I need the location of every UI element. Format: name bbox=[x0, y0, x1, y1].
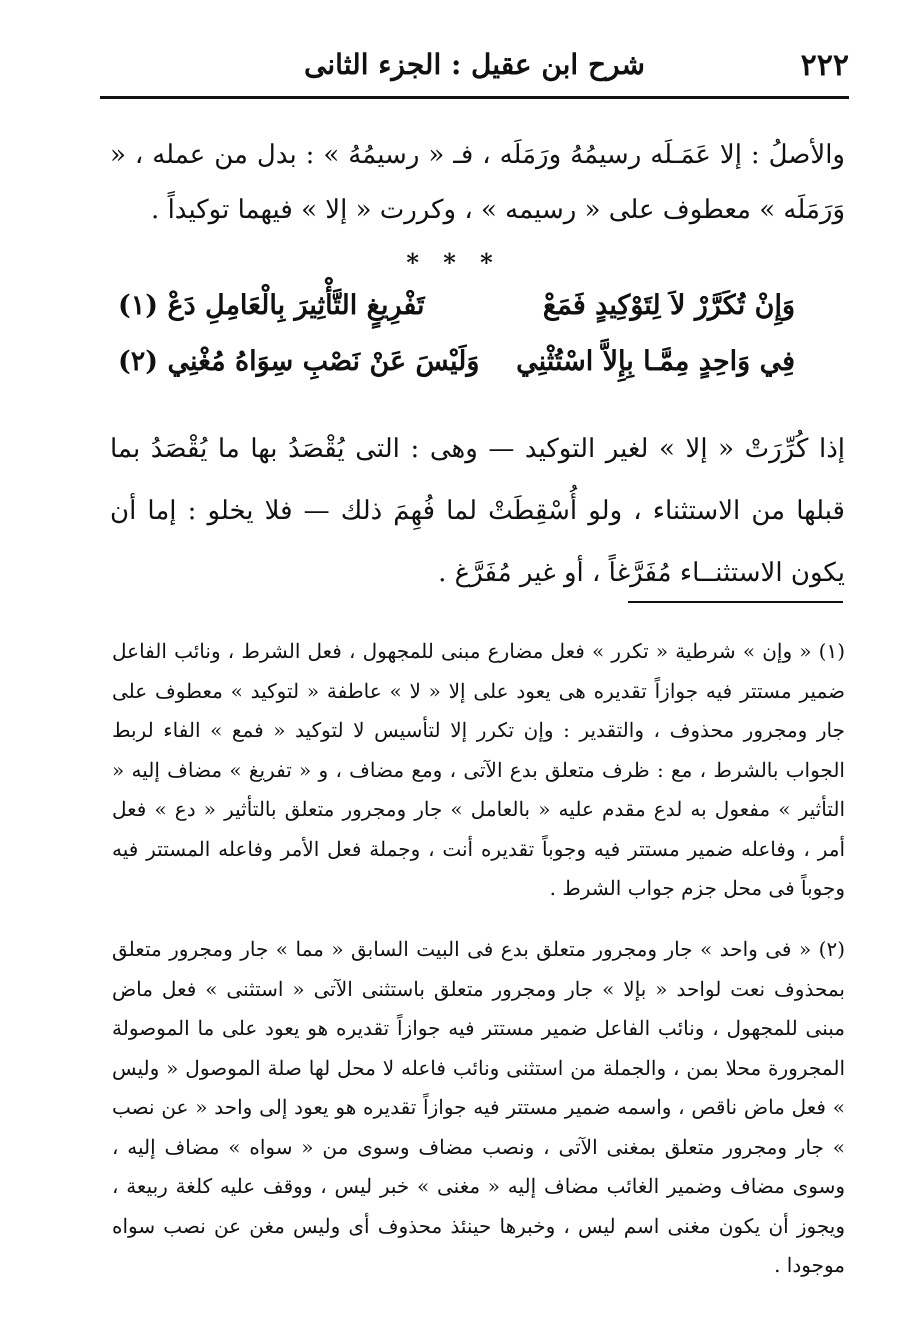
running-title: شرح ابن عقيل : الجزء الثانى bbox=[304, 48, 645, 81]
verse-line bbox=[118, 346, 795, 396]
verse-second-hemistich: تَفْرِيغٍ التَّأْثِيرَ بِالْعَامِلِ دَعْ (١) bbox=[118, 290, 425, 321]
page-number: ٢٢٢ bbox=[800, 48, 849, 83]
footnote-2: (٢) « فى واحد » جار ومجرور متعلق بدع فى البيت السابق « مما » جار ومجرور متعلق بمحذوف نعت لواحد « بإلا » جار ومجرور متعلق باستثنى الآتى « استثنى » فعل ماض مبنى للمجهول ، ونائب الفاعل ضمير مستتر فيه جوازاً تقديره هو يعود على ما الموصولة المجرورة محلا بمن ، والجملة من استثنى ونائب فاعله لا محل لها صلة الموصول « وليس » فعل ماض ناقص ، واسمه ضمير مستتر فيه جوازاً تقديره هو يعود إلى واحد « عن نصب » جار ومجرور متعلق بمغنى الآتى ، ونصب مضاف وسوى من « سواه » مضاف إليه ، وسوى مضاف وضمير الغائب مضاف إليه « مغنى » خبر ليس ، ووقف عليه كلغة ربيعة ، ويجوز أن يكون مغنى اسم ليس ، وخبرها حينئذ محذوف أى وليس مغن عن نصب سواه موجودا . bbox=[112, 937, 845, 1277]
verse-first-hemistich: فِي وَاحِدٍ مِمَّـا بِإِلاَّ اسْتُثْنِي bbox=[516, 346, 795, 377]
footnote-1: (١) « وإن » شرطية « تكرر » فعل مضارع مبنى للمجهول ، فعل الشرط ، ونائب الفاعل ضمير مستتر فيه جوازاً تقديره هى يعود على إلا « لا » عاطفة « لتوكيد » معطوف على جار ومجرور محذوف ، والتقدير : وإن تكرر إلا لتأسيس لا لتوكيد « فمع » الفاء لربط الجواب بالشرط ، مع : ظرف متعلق بدع الآتى ، ومع مضاف ، و « تفريغ » مضاف إليه « التأثير » مفعول به لدع مقدم عليه « بالعامل » جار ومجرور متعلق بالتأثير « دع » فعل أمر ، وفاعله ضمير مستتر فيه وجوباً تقديره أنت ، وجملة فعل الأمر وفاعله المستتر فيه وجوباً فى محل جزم جواب الشرط . bbox=[112, 639, 845, 900]
page-header bbox=[100, 42, 849, 92]
explanation-paragraph: إذا كُرِّرَتْ « إلا » لغير التوكيد — وهى : التى يُقْصَدُ بها ما يُقْصَدُ بما قبلها من الاستثناء ، ولو أُسْقِطَتْ لما فُهِمَ ذلك — فلا يخلو : إما أن يكون الاستثنــاء مُفَرَّغاً ، أو غير مُفَرَّغ . bbox=[110, 434, 845, 588]
section-separator: * * * bbox=[406, 248, 501, 277]
verse-first-hemistich: وَإِنْ تُكَرَّرْ لاَ لِتَوْكِيدٍ فَمَعْ bbox=[542, 290, 795, 321]
verse-second-hemistich: وَلَيْسَ عَنْ نَصْبِ سِوَاهُ مُغْنِي (٢) bbox=[118, 346, 480, 377]
intro-paragraph: والأصلُ : إلا عَمَـلَه رسيمُهُ ورَمَلَه ، فـ « رسيمُهُ » : بدل من عمله ، « وَرَمَلَه » معطوف على « رسيمه » ، وكررت « إلا » فيهما توكيداً . bbox=[110, 140, 845, 225]
footnote-divider bbox=[628, 601, 843, 603]
verse-line bbox=[118, 290, 795, 340]
header-divider bbox=[100, 96, 849, 99]
